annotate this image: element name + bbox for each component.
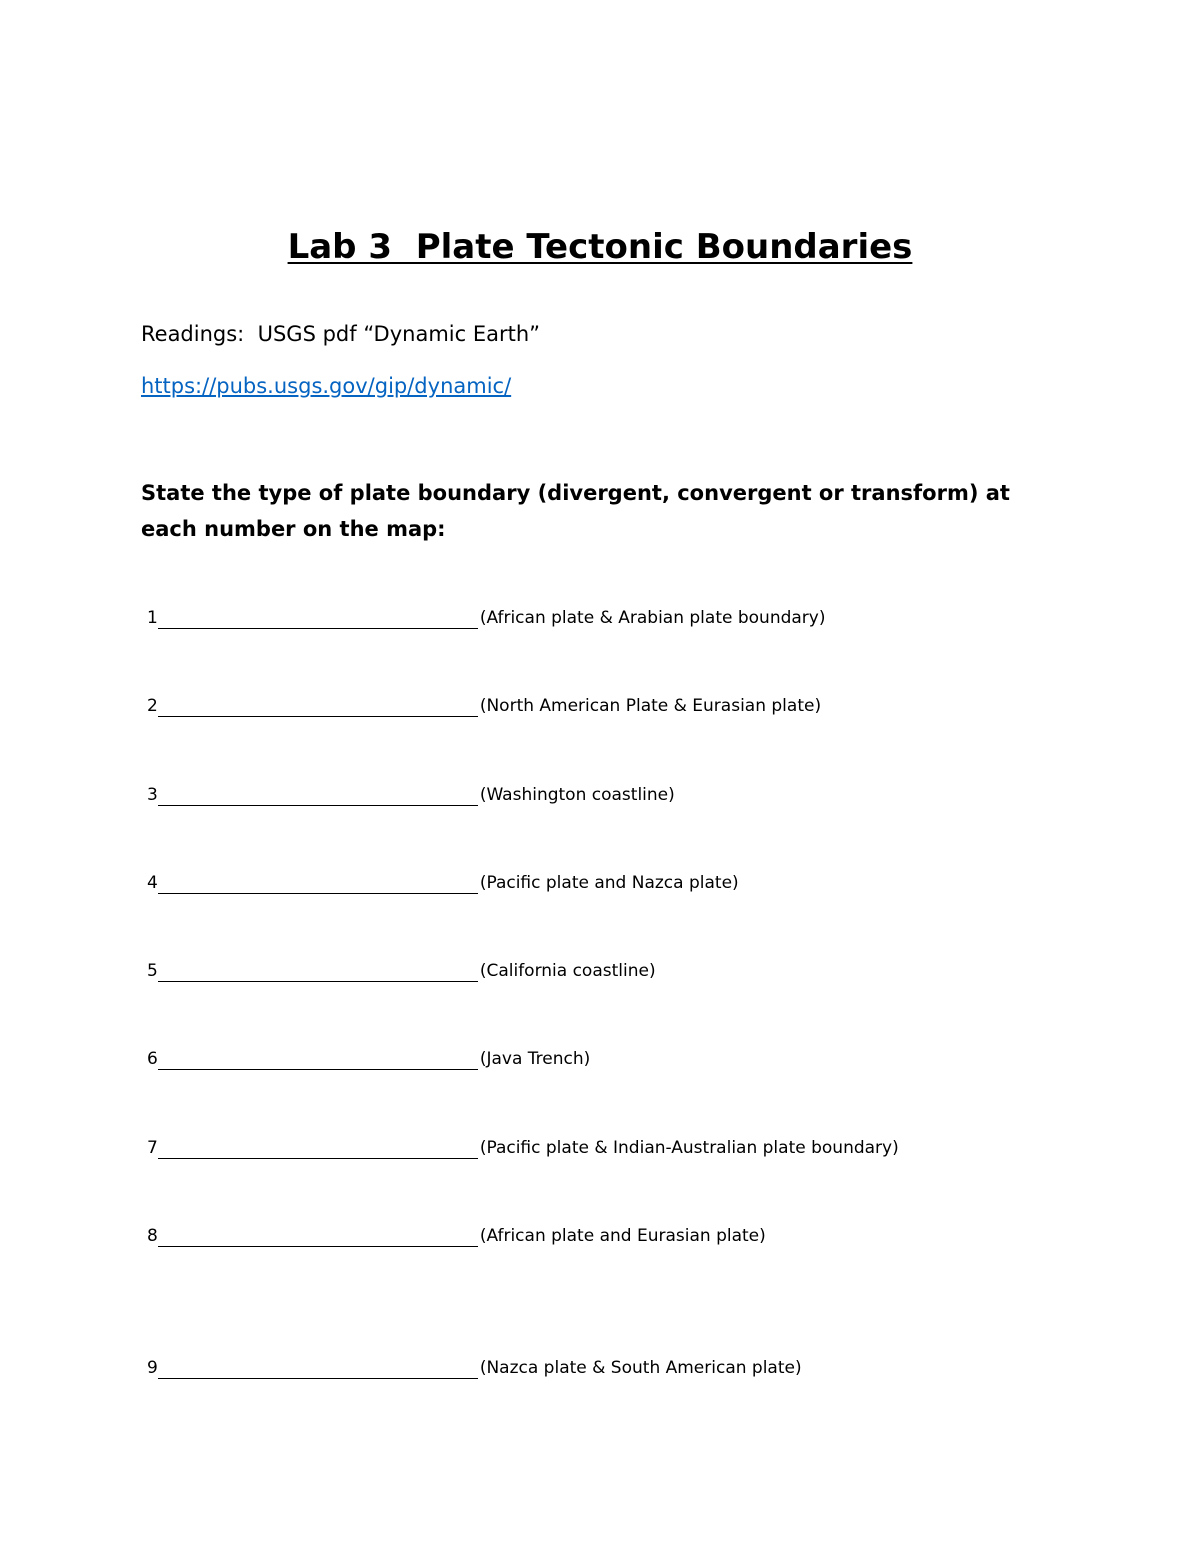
question-number: 9 — [147, 1358, 158, 1378]
usgs-link[interactable]: https://pubs.usgs.gov/gip/dynamic/ — [141, 374, 512, 398]
question-hint: (Pacific plate & Indian-Australian plate boundary) — [479, 1138, 899, 1158]
question-hint: (Pacific plate and Nazca plate) — [479, 873, 739, 893]
question-row-1 — [147, 607, 825, 629]
question-row-6 — [147, 1048, 590, 1070]
answer-blank-3[interactable] — [158, 787, 478, 806]
question-row-7 — [147, 1137, 899, 1159]
answer-blank-9[interactable] — [158, 1360, 478, 1379]
answer-blank-4[interactable] — [158, 875, 478, 894]
question-number: 8 — [147, 1226, 158, 1246]
question-number: 4 — [147, 873, 158, 893]
answer-blank-2[interactable] — [158, 698, 478, 717]
question-number: 5 — [147, 961, 158, 981]
question-row-9 — [147, 1357, 802, 1379]
question-number: 2 — [147, 696, 158, 716]
question-row-2 — [147, 695, 821, 717]
question-hint: (Washington coastline) — [479, 785, 675, 805]
instructions-text: State the type of plate boundary (divergent, convergent or transform) at each number on the map: — [141, 481, 1010, 541]
question-hint: (California coastline) — [479, 961, 656, 981]
answer-blank-5[interactable] — [158, 963, 478, 982]
question-hint: (African plate and Eurasian plate) — [479, 1226, 766, 1246]
question-row-5 — [147, 960, 656, 982]
answer-blank-8[interactable] — [158, 1228, 478, 1247]
question-hint: (North American Plate & Eurasian plate) — [479, 696, 822, 716]
question-number: 1 — [147, 608, 158, 628]
readings-text: Readings: USGS pdf “Dynamic Earth” — [141, 322, 541, 346]
question-hint: (Java Trench) — [479, 1049, 591, 1069]
question-number: 7 — [147, 1138, 158, 1158]
page-title: Lab 3 Plate Tectonic Boundaries — [287, 227, 913, 267]
answer-blank-6[interactable] — [158, 1051, 478, 1070]
question-number: 6 — [147, 1049, 158, 1069]
answer-blank-7[interactable] — [158, 1140, 478, 1159]
answer-blank-1[interactable] — [158, 610, 478, 629]
question-row-8 — [147, 1225, 766, 1247]
question-number: 3 — [147, 785, 158, 805]
question-hint: (African plate & Arabian plate boundary) — [479, 608, 826, 628]
question-row-3 — [147, 784, 675, 806]
question-row-4 — [147, 872, 739, 894]
question-hint: (Nazca plate & South American plate) — [479, 1358, 802, 1378]
